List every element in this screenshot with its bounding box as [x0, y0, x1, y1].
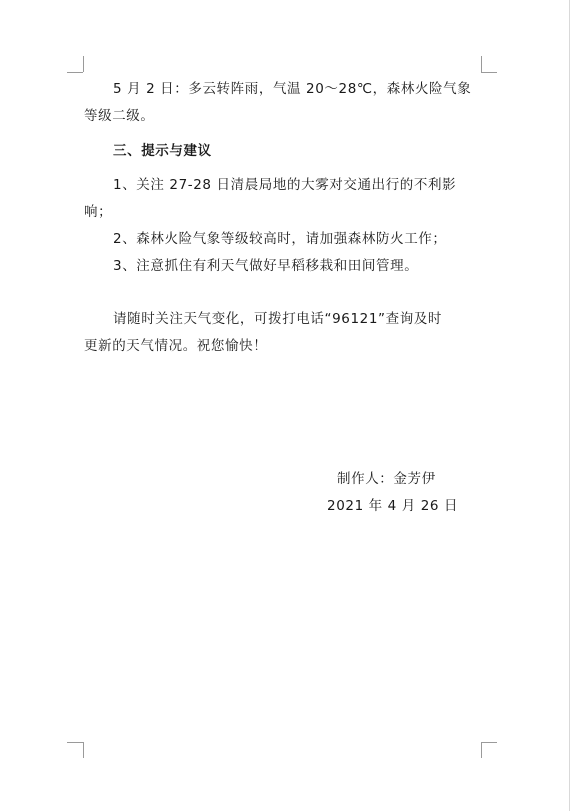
author-line: 制作人：金芳伊	[337, 471, 436, 487]
tip-2: 2、森林火险气象等级较高时，请加强森林防火工作；	[113, 231, 447, 247]
crop-mark-top-left-horizontal	[67, 72, 83, 73]
crop-mark-top-right-horizontal	[481, 72, 497, 73]
crop-mark-bottom-left-vertical	[83, 742, 84, 758]
crop-mark-bottom-right-vertical	[481, 742, 482, 758]
tip-3: 3、注意抓住有利天气做好早稻移栽和田间管理。	[113, 258, 419, 274]
crop-mark-top-left-vertical	[83, 56, 84, 72]
closing-line2: 更新的天气情况。祝您愉快！	[84, 338, 268, 354]
crop-mark-bottom-left-horizontal	[67, 742, 83, 743]
date-line: 2021 年 4 月 26 日	[327, 498, 459, 514]
tip-1-line1: 1、关注 27-28 日清晨局地的大雾对交通出行的不利影	[113, 177, 457, 193]
forecast-may2-line1: 5 月 2 日：多云转阵雨，气温 20～28℃，森林火险气象	[113, 81, 472, 97]
crop-mark-top-right-vertical	[481, 56, 482, 72]
forecast-may2-line2: 等级二级。	[84, 108, 155, 124]
crop-mark-bottom-right-horizontal	[481, 742, 497, 743]
closing-line1: 请随时关注天气变化，可拨打电话“96121”查询及时	[113, 311, 443, 327]
tip-1-line2: 响；	[84, 204, 113, 220]
section-heading: 三、提示与建议	[113, 143, 212, 159]
